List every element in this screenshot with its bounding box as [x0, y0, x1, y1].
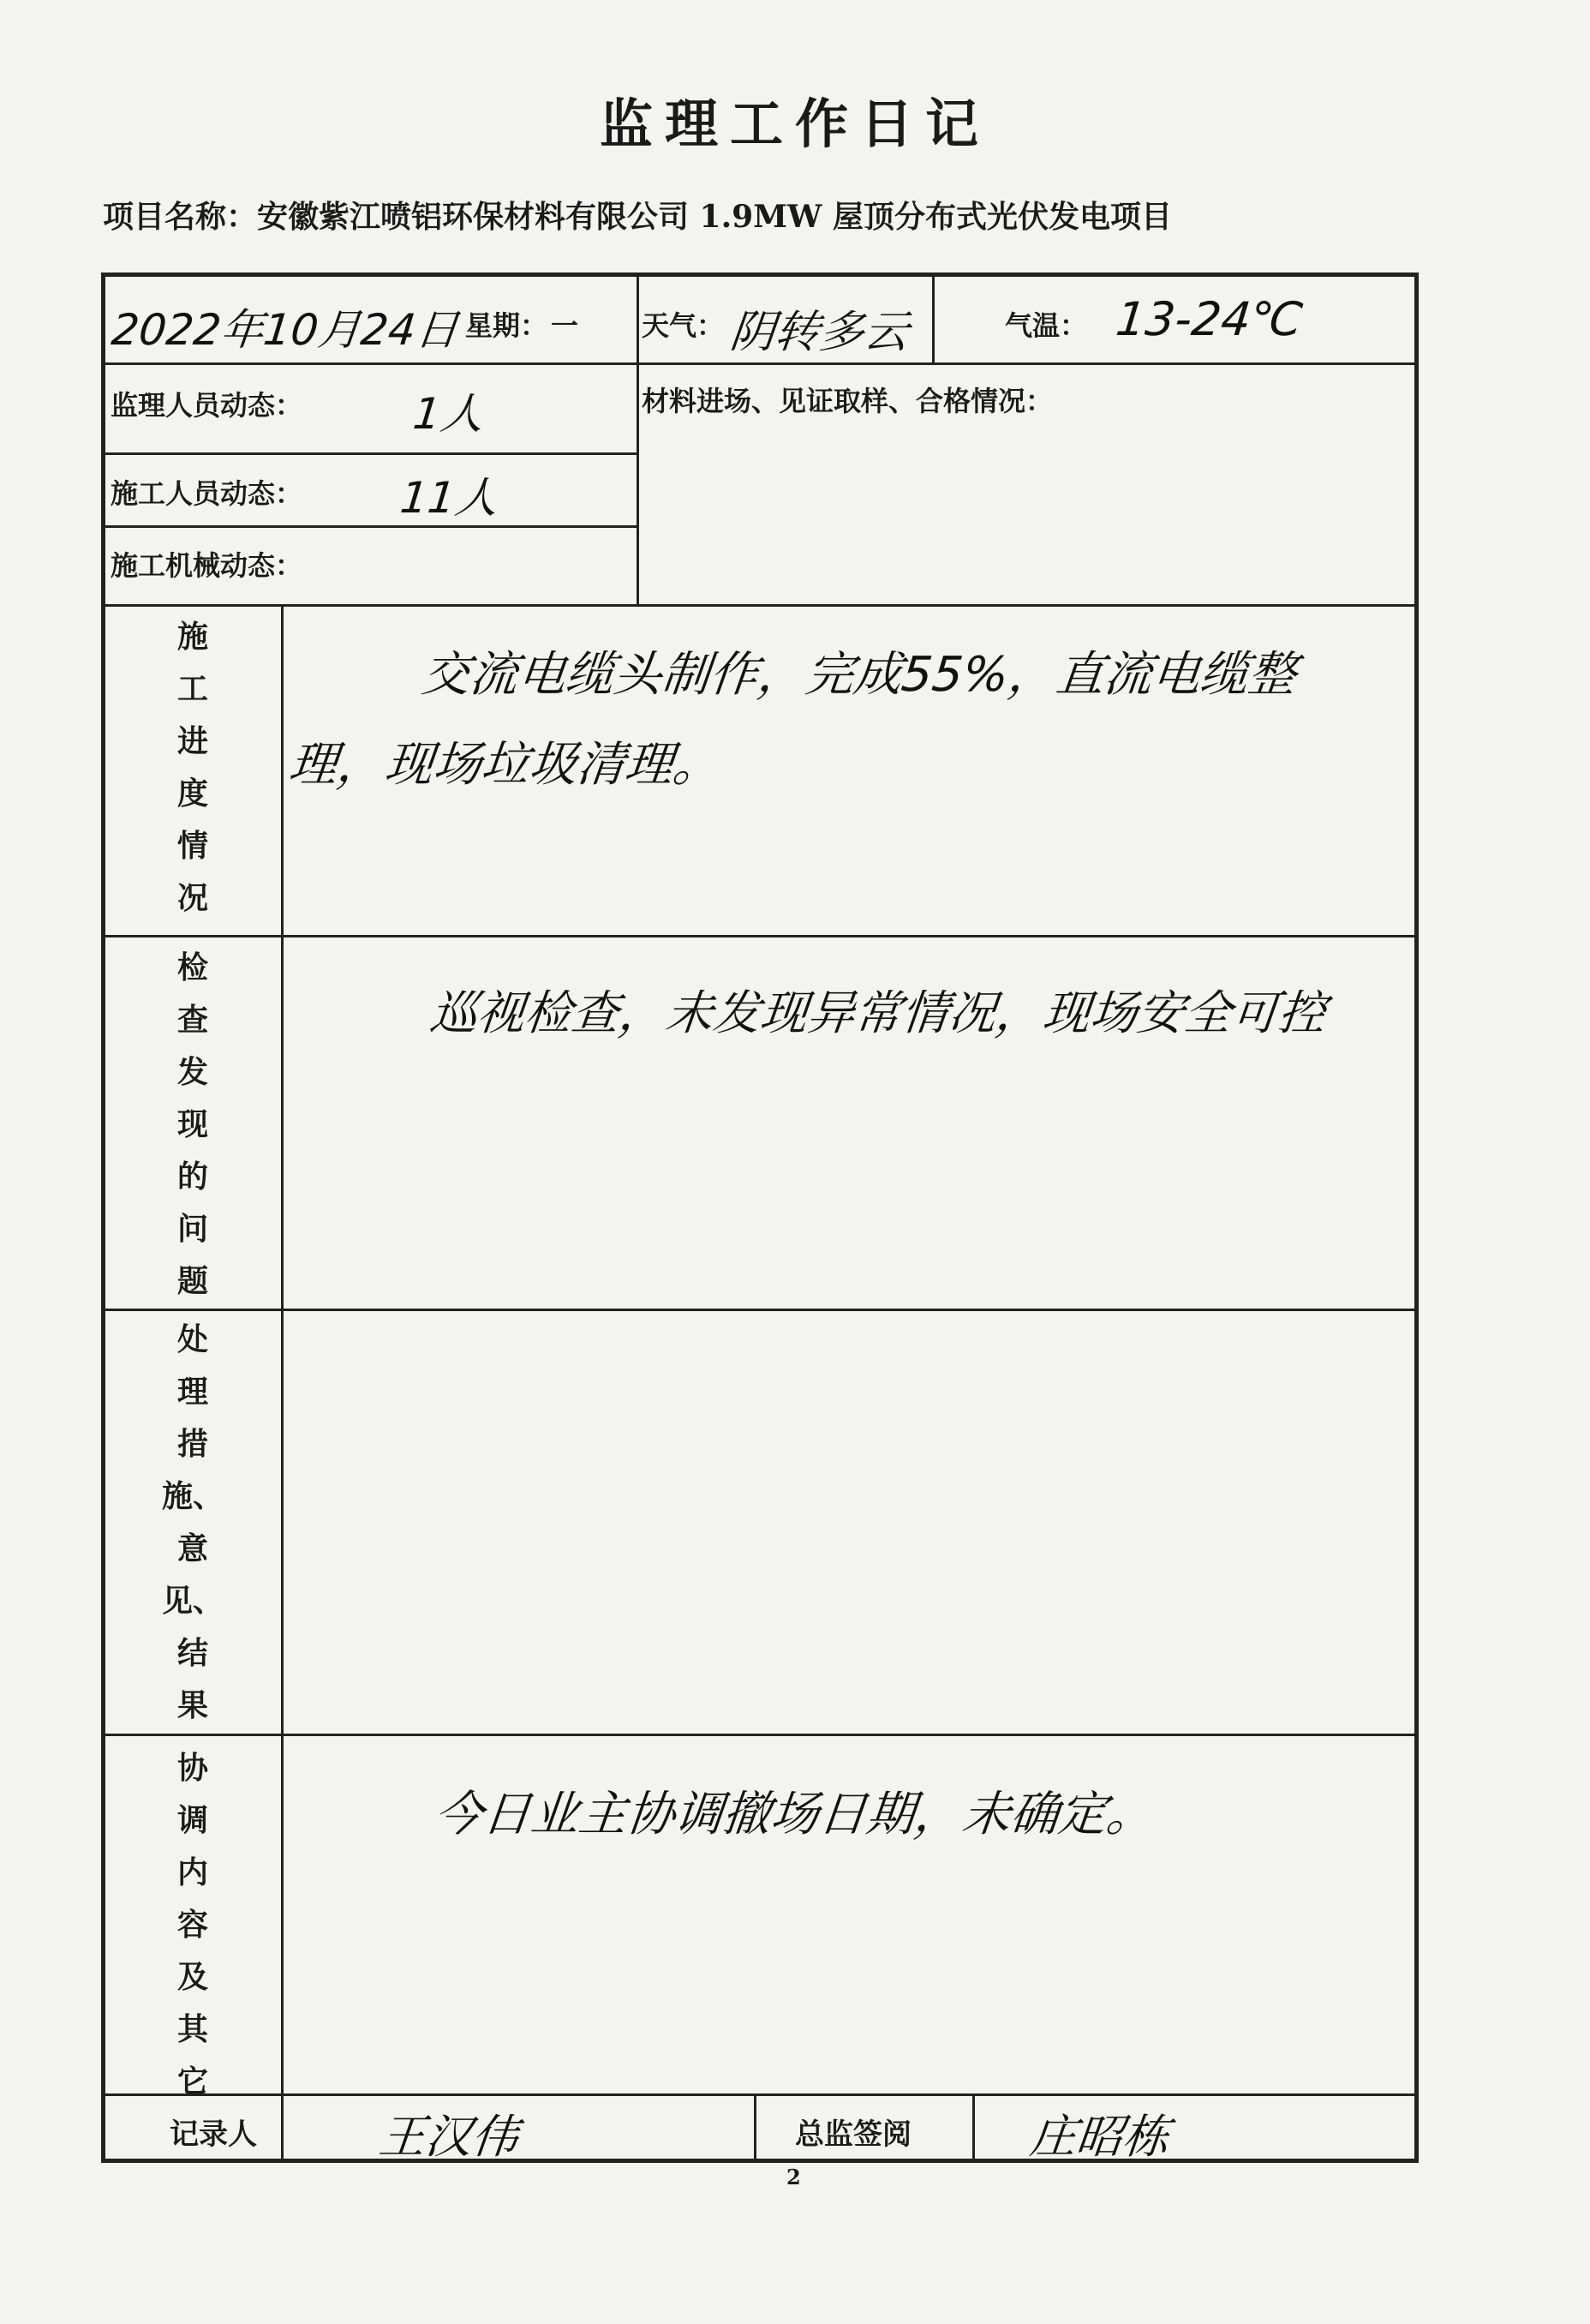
temperature-value: 13-24℃ — [1113, 292, 1306, 346]
measures-label: 处 理 措 施、 意 见、 结 果 — [161, 1321, 224, 1723]
progress-label: 施 工 进 度 情 况 — [176, 619, 208, 916]
chief-review-label: 总监签阅 — [795, 2117, 912, 2152]
progress-text-line2: 理，现场垃圾清理。 — [286, 737, 724, 793]
progress-text-line1: 交流电缆头制作，完成55%，直流电缆整 — [419, 647, 1300, 703]
row-divider — [105, 1309, 1414, 1311]
machine-label: 施工机械动态： — [111, 549, 303, 582]
coordination-text: 今日业主协调撤场日期，未确定。 — [432, 1787, 1157, 1842]
weekday-label: 星期： — [465, 309, 548, 342]
row-divider — [105, 1734, 1414, 1736]
row-divider — [105, 452, 637, 455]
col-divider — [281, 604, 284, 2162]
row-divider — [105, 525, 637, 528]
page-number: 2 — [786, 2165, 801, 2189]
col-divider — [754, 2093, 756, 2162]
temperature-label: 气温： — [1005, 309, 1088, 342]
weekday-value: 一 — [551, 309, 579, 342]
row-divider — [105, 604, 1414, 607]
row-divider — [105, 935, 1414, 937]
supervisor-label: 监理人员动态： — [111, 389, 303, 422]
weather-label: 天气： — [642, 309, 725, 342]
recorder-signature: 王汉伟 — [376, 2110, 521, 2164]
date-value: 2022年10月24日 — [109, 305, 462, 355]
materials-label: 材料进场、见证取样、合格情况： — [642, 385, 1054, 417]
row-divider — [105, 362, 1414, 365]
project-name: 项目名称：安徽紫江喷铝环保材料有限公司 1.9MW 屋顶分布式光伏发电项目 — [103, 199, 1172, 235]
coordination-label: 协 调 内 容 及 其 它 — [176, 1750, 208, 2099]
col-divider — [932, 277, 935, 362]
worker-value: 11人 — [398, 473, 501, 523]
issues-label: 检 查 发 现 的 问 题 — [176, 949, 208, 1299]
recorder-label: 记录人 — [170, 2117, 257, 2152]
issues-text: 巡视检查，未发现异常情况，现场安全可控 — [427, 985, 1329, 1040]
supervisor-value: 1人 — [410, 389, 487, 439]
row-divider — [105, 2093, 1414, 2096]
page-title: 监理工作日记 — [599, 93, 990, 155]
weather-value: 阴转多云 — [727, 307, 912, 358]
col-divider — [637, 277, 639, 604]
col-divider — [972, 2093, 975, 2162]
worker-label: 施工人员动态： — [111, 477, 303, 510]
diary-form — [101, 273, 1419, 2163]
chief-signature: 庄昭栋 — [1027, 2110, 1172, 2164]
